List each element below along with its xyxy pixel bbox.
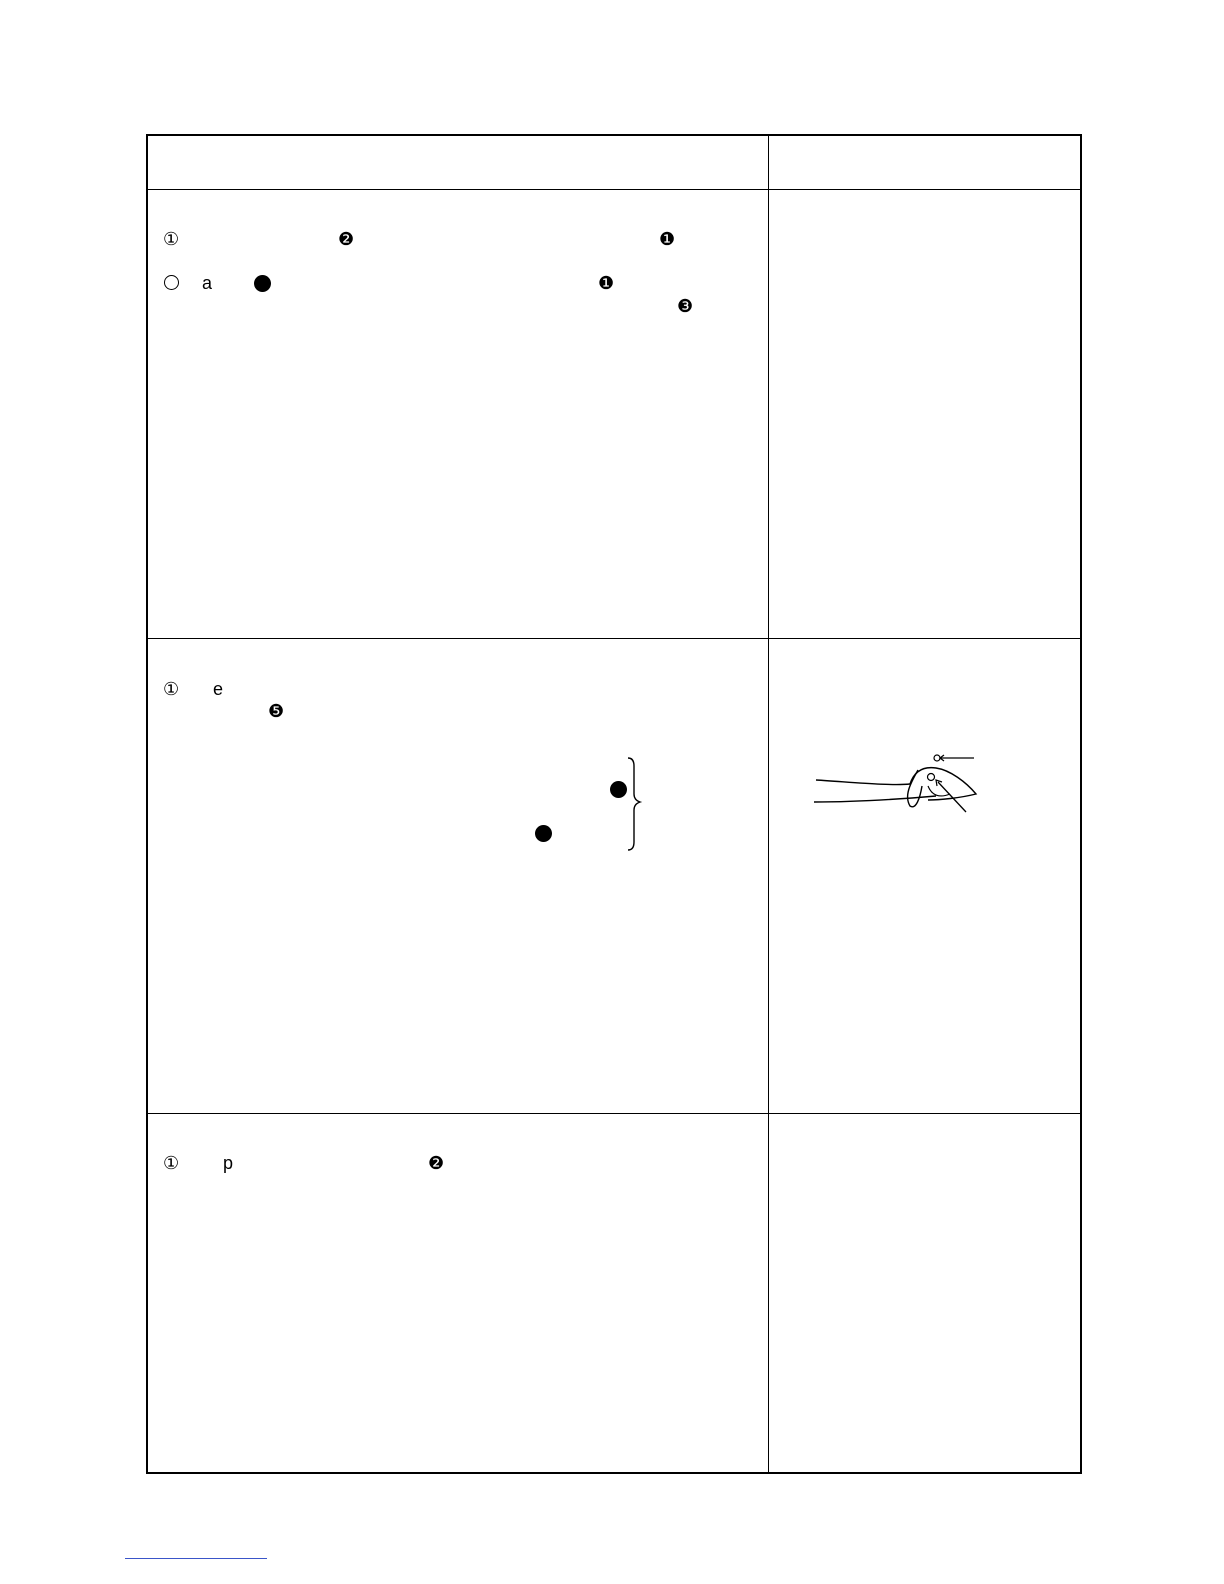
curly-brace-icon [622, 756, 652, 856]
hollow-circle-marker [164, 275, 179, 290]
ref-number-2: ❷ [338, 229, 355, 249]
filled-circle-marker [535, 825, 552, 842]
section-divider-1 [148, 638, 1080, 639]
filled-circle-marker [254, 275, 271, 292]
header-row-divider [148, 189, 1080, 190]
step-marker: ① [163, 679, 180, 699]
thread-illustration-icon [810, 750, 990, 820]
section-divider-2 [148, 1113, 1080, 1114]
ref-number-2: ❷ [428, 1153, 445, 1173]
step-marker: ① [163, 229, 180, 249]
column-divider [768, 136, 769, 1472]
step-marker: ① [163, 1153, 180, 1173]
ref-number-3: ❸ [677, 296, 694, 316]
ref-number-5: ❺ [268, 701, 285, 721]
list-letter: p [223, 1153, 234, 1173]
footer-link-underline[interactable] [125, 1558, 267, 1559]
list-letter: e [213, 679, 224, 699]
ref-number-1: ❶ [659, 229, 676, 249]
list-letter: a [202, 273, 213, 293]
ref-number-1: ❶ [598, 273, 615, 293]
